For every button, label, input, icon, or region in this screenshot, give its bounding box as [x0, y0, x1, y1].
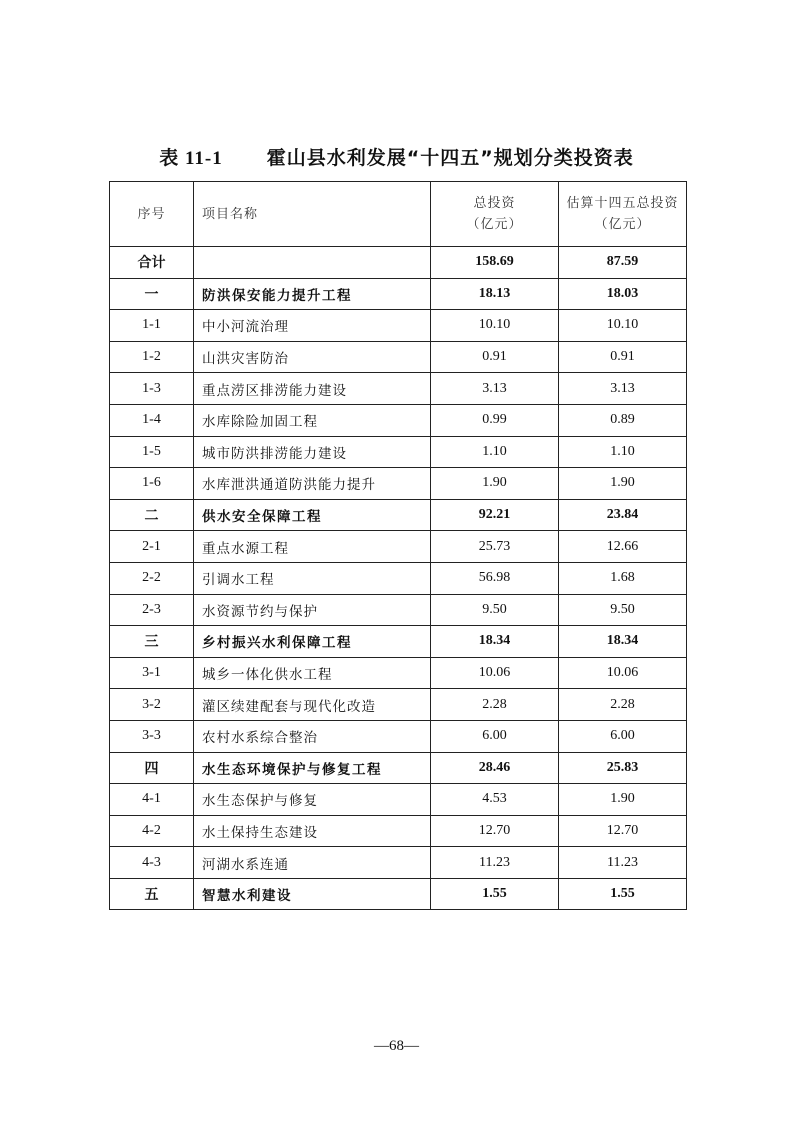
table-row [110, 436, 687, 468]
table-row [110, 689, 687, 721]
row-index: 一 [110, 278, 194, 310]
row-index: 3-2 [110, 689, 194, 721]
row-index: 1-4 [110, 404, 194, 436]
row-estimated-investment: 0.89 [559, 404, 687, 436]
page-number: —68— [374, 1038, 419, 1054]
row-estimated-investment: 1.90 [559, 468, 687, 500]
row-estimated-investment: 23.84 [559, 499, 687, 531]
row-project-name: 水资源节约与保护 [194, 594, 431, 626]
row-index: 1-3 [110, 373, 194, 405]
row-total-investment: 12.70 [431, 815, 559, 847]
row-project-name: 山洪灾害防治 [194, 341, 431, 373]
row-estimated-investment: 12.70 [559, 815, 687, 847]
row-project-name: 防洪保安能力提升工程 [194, 278, 431, 310]
row-index: 二 [110, 499, 194, 531]
row-project-name: 供水安全保障工程 [194, 499, 431, 531]
row-index: 2-2 [110, 562, 194, 594]
table-title [0, 143, 793, 170]
row-total-investment: 1.10 [431, 436, 559, 468]
row-index: 四 [110, 752, 194, 784]
row-project-name: 水土保持生态建设 [194, 815, 431, 847]
header-total-line1: 总投资 [473, 196, 516, 211]
header-name: 项目名称 [194, 182, 431, 247]
row-index: 合计 [110, 247, 194, 279]
row-estimated-investment: 12.66 [559, 531, 687, 563]
row-total-investment: 56.98 [431, 562, 559, 594]
table-row [110, 341, 687, 373]
row-index: 4-1 [110, 784, 194, 816]
row-estimated-investment: 18.03 [559, 278, 687, 310]
table-row [110, 531, 687, 563]
row-total-investment: 11.23 [431, 847, 559, 879]
row-index: 五 [110, 878, 194, 910]
table-row [110, 784, 687, 816]
row-project-name: 城市防洪排涝能力建设 [194, 436, 431, 468]
row-total-investment: 18.13 [431, 278, 559, 310]
row-index: 4-3 [110, 847, 194, 879]
row-total-investment: 158.69 [431, 247, 559, 279]
row-estimated-investment: 10.10 [559, 310, 687, 342]
row-total-investment: 2.28 [431, 689, 559, 721]
table-body [110, 247, 687, 910]
row-index: 4-2 [110, 815, 194, 847]
table-row [110, 404, 687, 436]
row-project-name: 城乡一体化供水工程 [194, 657, 431, 689]
row-index: 2-3 [110, 594, 194, 626]
table-row [110, 878, 687, 910]
row-index: 3-1 [110, 657, 194, 689]
row-total-investment: 4.53 [431, 784, 559, 816]
row-index: 1-6 [110, 468, 194, 500]
row-project-name: 重点涝区排涝能力建设 [194, 373, 431, 405]
row-total-investment: 18.34 [431, 626, 559, 658]
table-row [110, 562, 687, 594]
table-row [110, 468, 687, 500]
table-title-text: 霍山县水利发展“十四五”规划分类投资表 [266, 147, 634, 169]
row-project-name: 乡村振兴水利保障工程 [194, 626, 431, 658]
row-total-investment: 1.55 [431, 878, 559, 910]
row-project-name: 智慧水利建设 [194, 878, 431, 910]
row-estimated-investment: 2.28 [559, 689, 687, 721]
table-row [110, 310, 687, 342]
row-project-name: 水生态环境保护与修复工程 [194, 752, 431, 784]
row-estimated-investment: 1.68 [559, 562, 687, 594]
row-total-investment: 0.91 [431, 341, 559, 373]
table-row [110, 847, 687, 879]
row-estimated-investment: 9.50 [559, 594, 687, 626]
row-index: 1-2 [110, 341, 194, 373]
row-index: 1-1 [110, 310, 194, 342]
row-project-name: 水库除险加固工程 [194, 404, 431, 436]
row-project-name: 水生态保护与修复 [194, 784, 431, 816]
row-total-investment: 9.50 [431, 594, 559, 626]
row-project-name [194, 247, 431, 279]
row-total-investment: 3.13 [431, 373, 559, 405]
table-row [110, 657, 687, 689]
table-header-row [110, 182, 687, 247]
row-total-investment: 0.99 [431, 404, 559, 436]
row-estimated-investment: 6.00 [559, 720, 687, 752]
row-estimated-investment: 0.91 [559, 341, 687, 373]
table-row [110, 278, 687, 310]
row-estimated-investment: 1.10 [559, 436, 687, 468]
table-row [110, 815, 687, 847]
row-estimated-investment: 87.59 [559, 247, 687, 279]
row-index: 三 [110, 626, 194, 658]
row-total-investment: 10.06 [431, 657, 559, 689]
row-estimated-investment: 1.90 [559, 784, 687, 816]
header-estimate [559, 182, 687, 247]
row-estimated-investment: 18.34 [559, 626, 687, 658]
row-index: 2-1 [110, 531, 194, 563]
table-row [110, 594, 687, 626]
row-estimated-investment: 11.23 [559, 847, 687, 879]
row-project-name: 重点水源工程 [194, 531, 431, 563]
row-project-name: 河湖水系连通 [194, 847, 431, 879]
row-project-name: 灌区续建配套与现代化改造 [194, 689, 431, 721]
row-project-name: 农村水系综合整治 [194, 720, 431, 752]
row-index: 1-5 [110, 436, 194, 468]
header-index: 序号 [110, 182, 194, 247]
row-total-investment: 25.73 [431, 531, 559, 563]
row-index: 3-3 [110, 720, 194, 752]
row-total-investment: 6.00 [431, 720, 559, 752]
row-estimated-investment: 3.13 [559, 373, 687, 405]
table-row [110, 626, 687, 658]
header-total [431, 182, 559, 247]
header-total-line2: （亿元） [466, 217, 523, 232]
table-row [110, 373, 687, 405]
row-estimated-investment: 1.55 [559, 878, 687, 910]
investment-table [109, 181, 687, 910]
row-total-investment: 10.10 [431, 310, 559, 342]
row-total-investment: 92.21 [431, 499, 559, 531]
row-total-investment: 28.46 [431, 752, 559, 784]
table-row [110, 752, 687, 784]
row-estimated-investment: 10.06 [559, 657, 687, 689]
row-project-name: 水库泄洪通道防洪能力提升 [194, 468, 431, 500]
header-estimate-line2: （亿元） [594, 217, 651, 232]
table-number: 表 11-1 [159, 148, 223, 169]
header-estimate-line1: 估算十四五总投资 [566, 196, 679, 211]
table-row [110, 247, 687, 279]
row-total-investment: 1.90 [431, 468, 559, 500]
row-project-name: 中小河流治理 [194, 310, 431, 342]
table-row [110, 720, 687, 752]
table-row [110, 499, 687, 531]
row-estimated-investment: 25.83 [559, 752, 687, 784]
row-project-name: 引调水工程 [194, 562, 431, 594]
